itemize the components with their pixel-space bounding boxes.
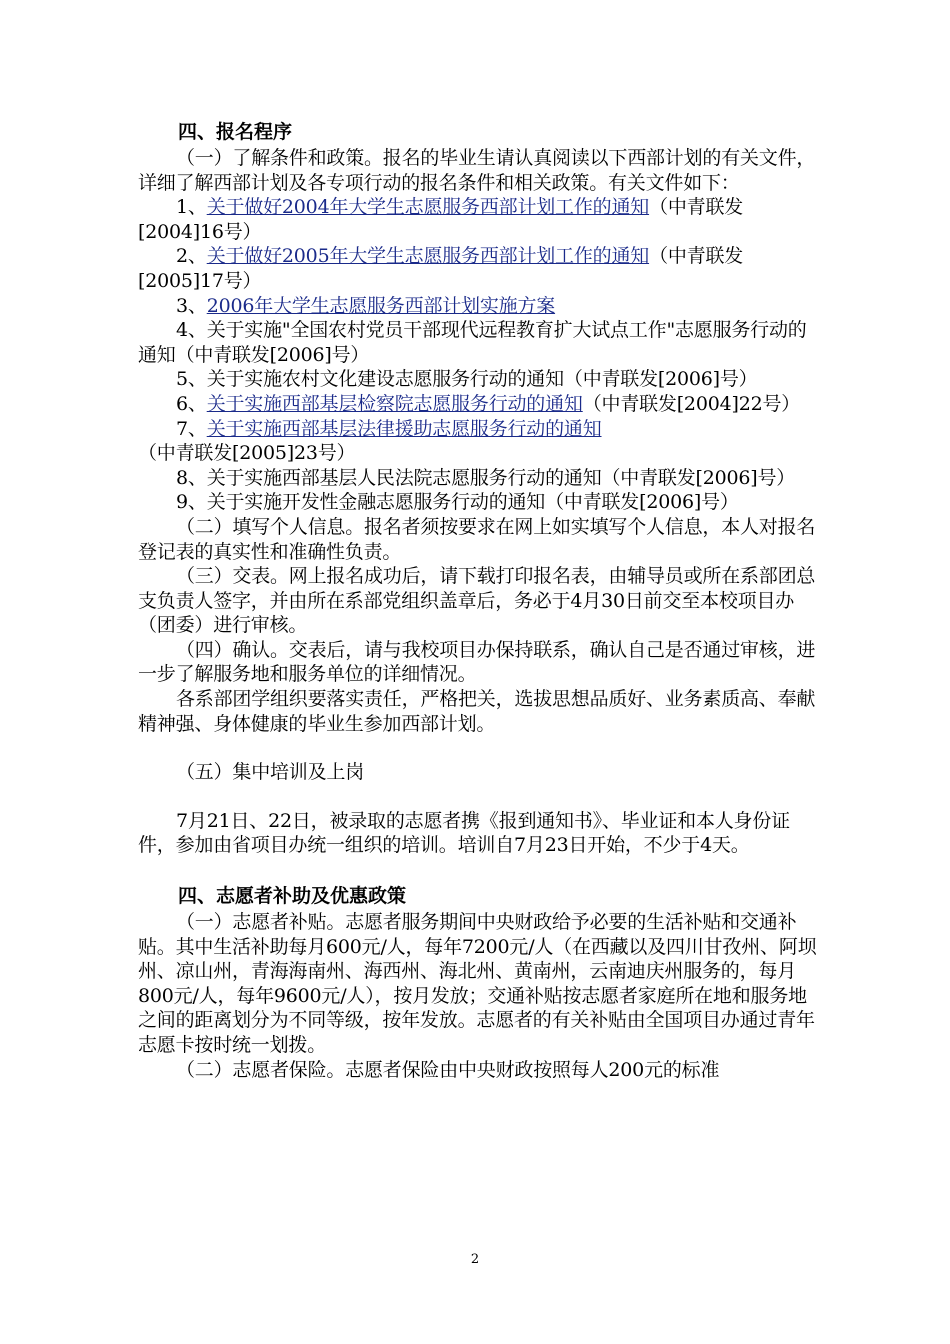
page-number: 2 — [470, 1252, 480, 1267]
paragraph-training: 7月21日、22日，被录取的志愿者携《报到通知书》、毕业证和本人身份证件，参加由省项目办统一组织的培训。培训自7月23日开始，不少于4天。 — [138, 809, 790, 857]
doc-link-2005-notice[interactable]: 关于做好2005年大学生志愿服务西部计划工作的通知 — [206, 245, 650, 268]
section-heading-registration: 四、报名程序 — [178, 121, 293, 143]
spacer — [138, 785, 818, 809]
paragraph-insurance: （二）志愿者保险。志愿者保险由中央财政按照每人200元的标准 — [176, 1058, 720, 1081]
subheading-training: （五）集中培训及上岗 — [176, 761, 365, 784]
document-page — [138, 118, 818, 1082]
doc-link-2006-plan[interactable]: 2006年大学生志愿服务西部计划实施方案 — [206, 294, 556, 317]
doc-link-procuratorate[interactable]: 关于实施西部基层检察院志愿服务行动的通知 — [206, 392, 583, 415]
list-item: 3、2006年大学生志愿服务西部计划实施方案 — [176, 294, 556, 317]
list-item: 8、关于实施西部基层人民法院志愿服务行动的通知（中青联发[2006]号） — [176, 466, 796, 489]
list-item: 9、关于实施开发性金融志愿服务行动的通知（中青联发[2006]号） — [176, 491, 739, 514]
paragraph-fill-info: （二）填写个人信息。报名者须按要求在网上如实填写个人信息，本人对报名登记表的真实性和准确性负责。 — [138, 515, 816, 563]
paragraph-subsidy: （一）志愿者补贴。志愿者服务期间中央财政给予必要的生活补贴和交通补贴。其中生活补助每月600元/人，每年7200元/人（在西藏以及四川甘孜州、阿坝州、凉山州，青海海南州、海西州、海北州、黄南州，云南迪庆州服务的，每月800元/人，每年9600元/人），按月发放；交通补贴按志愿者家庭所在地和服务地之间的距离划分为不同等级，按年发放。志愿者的有关补贴由全国项目办通过青年志愿卡按时统一划拨。 — [138, 911, 817, 1056]
doc-link-legal-aid[interactable]: 关于实施西部基层法律援助志愿服务行动的通知 — [206, 417, 602, 440]
list-item: 6、关于实施西部基层检察院志愿服务行动的通知（中青联发[2004]22号） — [176, 392, 801, 415]
spacer — [138, 736, 818, 760]
paragraph-confirm: （四）确认。交表后，请与我校项目办保持联系，确认自己是否通过审核，进一步了解服务地和服务单位的详细情况。 — [138, 638, 816, 686]
list-item: 1、关于做好2004年大学生志愿服务西部计划工作的通知（中青联发[2004]16号） — [138, 196, 744, 243]
list-item: 4、关于实施"全国农村党员干部现代远程教育扩大试点工作"志愿服务行动的通知（中青联发[2006]号） — [138, 319, 807, 366]
section-heading-subsidy: 四、志愿者补助及优惠政策 — [178, 885, 407, 908]
list-item: 7、关于实施西部基层法律援助志愿服务行动的通知（中青联发[2005]23号） — [138, 417, 602, 465]
doc-link-2004-notice[interactable]: 关于做好2004年大学生志愿服务西部计划工作的通知 — [206, 196, 650, 219]
paragraph-submit-form: （三）交表。网上报名成功后，请下载打印报名表，由辅导员或所在系部团总支负责人签字，并由所在系部党组织盖章后，务必于4月30日前交至本校项目办（团委）进行审核。 — [138, 565, 816, 637]
list-item: 2、关于做好2005年大学生志愿服务西部计划工作的通知（中青联发[2005]17号） — [138, 245, 744, 292]
paragraph-understand-policy: （一）了解条件和政策。报名的毕业生请认真阅读以下西部计划的有关文件，详细了解西部计划及各专项行动的报名条件和相关政策。有关文件如下： — [138, 147, 816, 194]
paragraph-responsibility: 各系部团学组织要落实责任，严格把关，选拔思想品质好、业务素质高、奉献精神强、身体健康的毕业生参加西部计划。 — [138, 688, 816, 735]
spacer — [138, 858, 818, 882]
list-item: 5、关于实施农村文化建设志愿服务行动的通知（中青联发[2006]号） — [176, 368, 758, 391]
